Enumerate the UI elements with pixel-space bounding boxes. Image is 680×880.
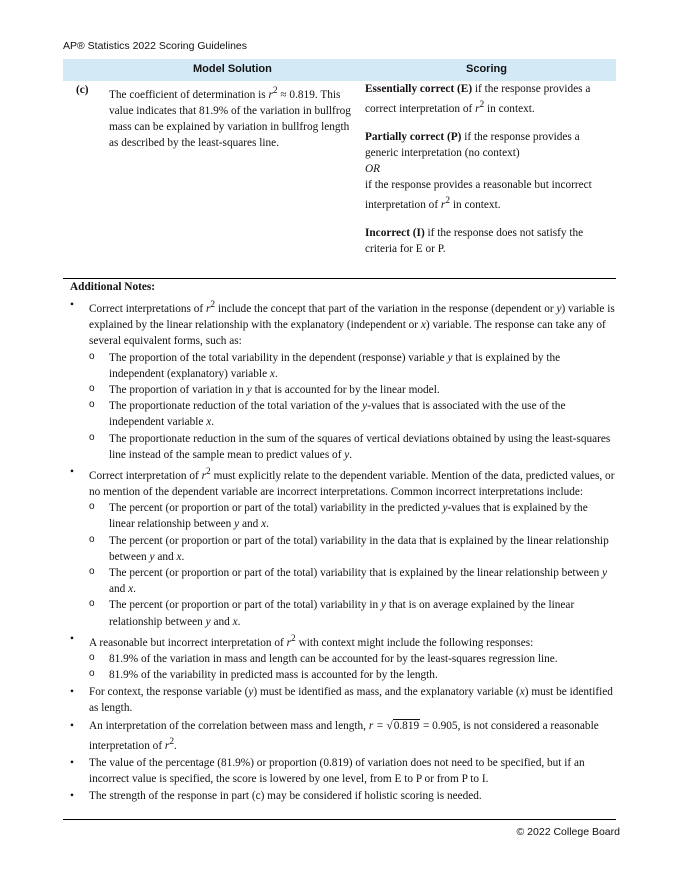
r-symbol: r bbox=[475, 102, 480, 115]
note-text: ) must be identified as length. bbox=[89, 686, 613, 715]
var-y: y bbox=[380, 599, 386, 612]
sub-text: The percent (or proportion or part of the total) variability in the predicted bbox=[109, 502, 440, 515]
note-text: ) variable. The response can take any of several equivalent forms, such as: bbox=[89, 319, 606, 348]
score-e-text: if the response provides a correct interpretation of bbox=[365, 83, 591, 115]
r-symbol: r bbox=[440, 198, 446, 211]
note-text: ) must be identified as mass, and the explanatory variable ( bbox=[253, 686, 520, 699]
note-text: ) variable is explained by the linear relationship with the explanatory (independent or bbox=[89, 302, 615, 332]
notes-list bbox=[63, 297, 616, 804]
sub-item: o The percent (or proportion or part of the total) variability that is explained by the linear relationship between y and x. bbox=[89, 565, 616, 597]
score-essentially-correct bbox=[365, 81, 615, 117]
scoring-criteria bbox=[365, 81, 615, 269]
sub-text: and bbox=[242, 518, 259, 531]
sub-text: -values that is associated with the use of the independent variable bbox=[109, 400, 566, 429]
r-squared-value: ≈ 0.819. bbox=[280, 88, 318, 101]
score-p-label: Partially correct (P) bbox=[365, 130, 462, 143]
sub-list bbox=[89, 500, 616, 630]
r-symbol: r bbox=[268, 88, 273, 101]
sub-text: The percent (or proportion or part of the total) variability in bbox=[109, 599, 379, 612]
note-text: include the concept that part of the variation in the response (dependent or bbox=[217, 302, 554, 315]
var-y: y bbox=[234, 518, 240, 531]
score-i-text: if the response does not satisfy the criteria for E or P. bbox=[365, 226, 584, 255]
sub-item bbox=[89, 651, 616, 667]
score-p-tail: in context. bbox=[452, 198, 501, 211]
sqrt-value: 0.819 bbox=[393, 719, 420, 732]
page-header-title: AP® Statistics 2022 Scoring Guidelines bbox=[63, 40, 247, 52]
sub-text: The percent (or proportion or part of the total) variability in the data that is explained by the linear relationship between bbox=[109, 534, 609, 563]
column-header-scoring: Scoring bbox=[466, 63, 507, 75]
sub-text: and bbox=[213, 615, 230, 628]
sub-text: The proportionate reduction in the sum of the squares of vertical deviations obtained by using the least-squares line instead of the sample mean to predict values of bbox=[109, 432, 611, 461]
var-y: y bbox=[246, 383, 252, 396]
score-p-or: OR bbox=[365, 162, 381, 175]
sqrt-icon: √ bbox=[386, 719, 393, 732]
r-symbol: r bbox=[164, 739, 170, 752]
var-y: y bbox=[442, 502, 448, 515]
sub-item: o The percent (or proportion or part of the total) variability in the predicted y-values that is explained by the linear relationship between y and x. bbox=[89, 500, 616, 532]
sub-text: 81.9% of the variability in predicted mass is accounted for by the length. bbox=[109, 668, 438, 681]
r-exponent: 2 bbox=[210, 300, 216, 311]
note-text: The strength of the response in part (c) may be considered if holistic scoring is needed. bbox=[89, 790, 482, 803]
r-symbol: r bbox=[201, 469, 207, 482]
score-partially-correct bbox=[365, 129, 615, 213]
note-item bbox=[63, 297, 616, 463]
sub-text: The percent (or proportion or part of the total) variability that is explained by the linear relationship between bbox=[109, 566, 600, 579]
r-exponent: 2 bbox=[272, 86, 278, 96]
sub-item: o The proportion of the total variability in the dependent (response) variable y that is explained by the independent (explanatory) variable x. bbox=[89, 350, 616, 382]
sub-item: o The proportionate reduction of the total variation of the y-values that is associated with the use of the independent variable x. bbox=[89, 398, 616, 430]
note-text: An interpretation of the correlation between mass and length, bbox=[89, 719, 366, 732]
note-item bbox=[63, 788, 616, 804]
sub-item: o The percent (or proportion or part of the total) variability in the data that is explained by the linear relationship between y and x. bbox=[89, 533, 616, 565]
footer-copyright: © 2022 College Board bbox=[516, 826, 620, 838]
r-exponent: 2 bbox=[206, 467, 211, 477]
var-x: x bbox=[269, 367, 275, 380]
score-e-label: Essentially correct (E) bbox=[365, 83, 473, 95]
sub-text: -values that is explained by the linear relationship between bbox=[109, 502, 588, 531]
note-item: • An interpretation of the correlation between mass and length, r = √0.819 = 0.905, is not considered a reasonable interpretation of $r^2$. bbox=[63, 718, 616, 754]
sub-text: The proportionate reduction of the total variation of the bbox=[109, 400, 360, 413]
part-label: (c) bbox=[76, 84, 89, 96]
sub-item: o The proportionate reduction in the sum of the squares of vertical deviations obtained by using the least-squares line instead of the sample mean to predict values of y. bbox=[89, 431, 616, 463]
sub-list bbox=[89, 651, 616, 683]
correlation-result: = 0.905, bbox=[422, 719, 461, 732]
var-y: y bbox=[447, 351, 453, 364]
column-header-model-solution: Model Solution bbox=[193, 63, 272, 75]
sub-text: that is on average explained by the linear relationship between bbox=[109, 599, 575, 628]
r-exponent: 2 bbox=[291, 633, 296, 644]
r-exponent: 2 bbox=[169, 736, 175, 747]
table-header bbox=[63, 59, 616, 81]
var-y: y bbox=[205, 615, 211, 628]
var-x: x bbox=[176, 550, 182, 563]
model-solution bbox=[109, 83, 352, 151]
var-x: x bbox=[206, 416, 212, 429]
sub-text: and bbox=[157, 550, 174, 563]
score-p-text: if the response provides a generic interpretation (no context) bbox=[365, 130, 580, 159]
model-solution-text: The coefficient of determination is bbox=[109, 88, 266, 101]
note-text: is not considered a reasonable interpretation of bbox=[89, 719, 599, 752]
sub-item: o The percent (or proportion or part of the total) variability in y that is on average explained by the linear relationship between y and x. bbox=[89, 597, 616, 629]
score-e-tail: in context. bbox=[487, 102, 535, 115]
sub-text: The proportion of variation in bbox=[109, 383, 244, 396]
note-text: A reasonable but incorrect interpretation of bbox=[89, 636, 284, 649]
note-text: The value of the percentage (81.9%) or proportion (0.819) of variation does not need to be specified, but if an incorrect value is specified, the score is lowered by one level, from E to P or from P to I. bbox=[89, 756, 585, 785]
note-item bbox=[63, 755, 616, 787]
note-item bbox=[63, 464, 616, 630]
score-p-text2: if the response provides a reasonable but incorrect interpretation of bbox=[365, 178, 592, 211]
sub-text: that is explained by the independent (explanatory) variable bbox=[109, 351, 561, 380]
sub-text: The proportion of the total variability in the dependent (response) variable bbox=[109, 351, 445, 364]
r-symbol: r bbox=[286, 636, 292, 649]
sub-text: that is accounted for by the linear model. bbox=[254, 383, 440, 396]
note-text: Correct interpretations of bbox=[89, 302, 204, 315]
var-y: y bbox=[602, 566, 608, 579]
score-incorrect bbox=[365, 225, 615, 257]
var-y: y bbox=[362, 400, 368, 413]
sub-item bbox=[89, 382, 616, 398]
note-item bbox=[63, 631, 616, 683]
note-text: with context might include the following responses: bbox=[298, 636, 534, 649]
notes-title: Additional Notes: bbox=[70, 281, 156, 293]
note-item bbox=[63, 684, 616, 716]
model-solution-interpretation: This value indicates that 81.9% of the variation in bullfrog mass can be explained by variation in bullfrog length as described by the least-squares line. bbox=[109, 88, 351, 149]
var-y: y bbox=[149, 550, 155, 563]
note-text: For context, the response variable ( bbox=[89, 686, 249, 699]
var-y: y bbox=[556, 302, 562, 315]
var-y: y bbox=[248, 686, 254, 699]
var-x: x bbox=[261, 518, 267, 531]
var-x: x bbox=[232, 615, 238, 628]
sub-text: and bbox=[109, 583, 126, 596]
r-symbol: r bbox=[206, 302, 211, 315]
note-text: Correct interpretation of bbox=[89, 469, 199, 482]
sub-list bbox=[89, 350, 616, 463]
r-exponent: 2 bbox=[479, 100, 485, 110]
sub-text: 81.9% of the variation in mass and length can be accounted for by the least-squares regression line. bbox=[109, 652, 558, 665]
additional-notes bbox=[63, 279, 616, 805]
var-x: x bbox=[128, 583, 134, 596]
var-x: x bbox=[519, 686, 525, 699]
sub-item bbox=[89, 667, 616, 683]
note-text: must explicitly relate to the dependent variable. Mention of the data, predicted values, or no mention of the dependent variable are incorrect interpretations. Common incorrect interpretations include: bbox=[89, 469, 615, 498]
score-i-label: Incorrect (I) bbox=[365, 226, 425, 239]
var-y: y bbox=[344, 448, 350, 461]
var-x: x bbox=[420, 319, 426, 332]
correlation-equation: r = bbox=[368, 719, 384, 732]
r-exponent: 2 bbox=[445, 195, 451, 206]
bottom-divider bbox=[63, 819, 616, 820]
